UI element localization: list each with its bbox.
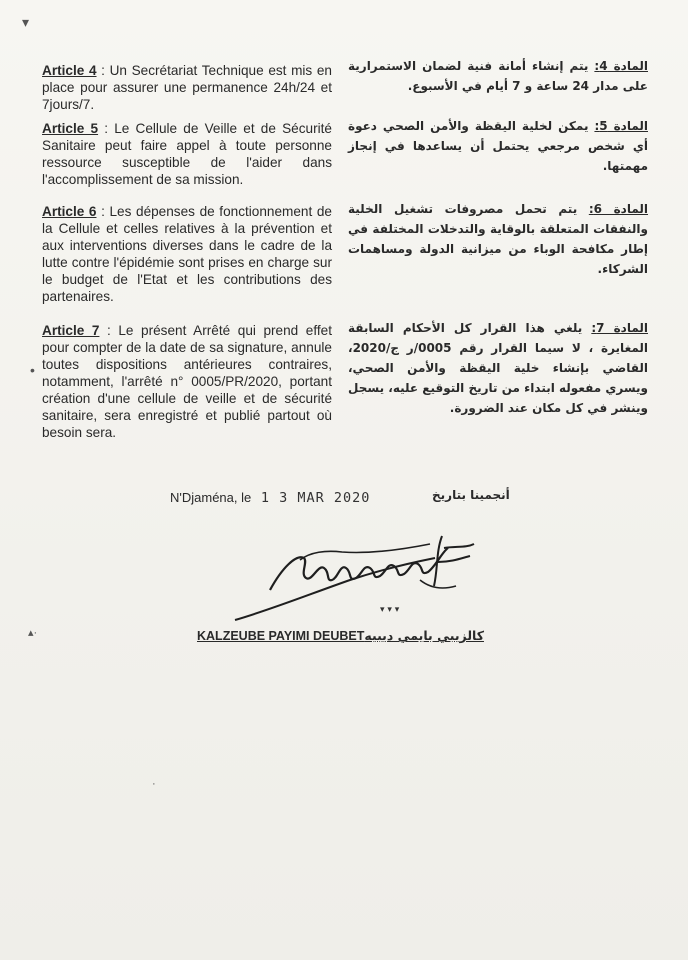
article-4-ar-text: يتم إنشاء أمانة فنية لضمان الاستمرارية على مدار 24 ساعة و 7 أيام في الأسبوع. — [348, 59, 648, 93]
article-6-ar — [348, 199, 648, 279]
article-5-ar-text: يمكن لخلية اليقظة والأمن الصحي دعوة أي شخص مرجعي يحتمل أن يساعدها في إنجاز مهمتها. — [348, 119, 648, 173]
article-7-text: : Le présent Arrêté qui prend effet pour compter de la date de sa signature, annule toutes dispositions antérieures contraires, notamment, l'arrêté n° 0005/PR/2020, portant création d'une cellule de veille et de sécurité sanitaire, sera enregistré et publié partout où besoin sera. — [42, 323, 332, 440]
article-4-ar-label: المادة 4: — [594, 59, 648, 73]
signature-graphic — [230, 528, 480, 628]
article-5-label: Article 5 — [42, 121, 99, 136]
margin-dot: • — [30, 362, 35, 378]
article-5-text: : Le Cellule de Veille et de Sécurité Sanitaire peut faire appel à toute personne ressource susceptible de l'aider dans l'accomplissement de sa mission. — [42, 121, 332, 187]
article-6-text: : Les dépenses de fonctionnement de la Cellule et celles relatives à la prévention et aux interventions diverses dans le cadre de la lutte contre l'épidémie sont prises en charge sur le budget de l'Etat et les contributions des partenaires. — [42, 204, 332, 304]
article-4-ar — [348, 56, 648, 96]
signatory-name — [197, 628, 484, 643]
article-4-label: Article 4 — [42, 63, 97, 78]
margin-mark: ▾ — [22, 14, 30, 30]
article-7-ar — [348, 318, 648, 418]
signatory-name-fr: KALZEUBE PAYIMI DEUBET — [197, 629, 365, 643]
date-ar: أنجمينا بتاريخ — [432, 488, 510, 502]
signatory-name-ar: كالزيبي بايمي ديبيه — [364, 628, 484, 643]
article-7-fr — [42, 322, 332, 441]
article-7-label: Article 7 — [42, 323, 100, 338]
date-place: N'Djaména, le — [170, 490, 252, 505]
article-5-ar-label: المادة 5: — [594, 119, 648, 133]
article-7-ar-text: يلغي هذا القرار كل الأحكام السابقة المغايرة ، لا سيما القرار رقم 0005/ر ج/2020، القاضي بإنشاء خلية اليقظة والأمن الصحي، ويسري مفعوله ابتداء من تاريخ التوقيع عليه، يسجل وينشر في كل مكان عند الضرورة. — [348, 321, 649, 415]
article-6-fr — [42, 203, 332, 305]
article-6-label: Article 6 — [42, 204, 97, 219]
article-5-ar — [348, 116, 648, 176]
svg-text:▾ ▾ ▾: ▾ ▾ ▾ — [380, 605, 400, 615]
date-line — [170, 490, 370, 506]
article-4-fr — [42, 62, 332, 113]
article-4-text: : Un Secrétariat Technique est mis en place pour assurer une permanence 24h/24 et 7jours/7. — [42, 63, 332, 112]
article-7-ar-label: المادة 7: — [591, 321, 648, 335]
margin-mark-3: · — [152, 778, 156, 790]
date-stamp: 1 3 MAR 2020 — [260, 490, 371, 506]
article-5-fr — [42, 120, 332, 188]
article-6-ar-text: يتم تحمل مصروفات تشغيل الخلية والنفقات المتعلقة بالوقاية والتدخلات المختلفة في إطار مكافحة الوباء من ميزانية الدولة ومساهمات الشركاء. — [348, 202, 648, 276]
margin-mark-2: ▴· — [28, 627, 38, 639]
article-6-ar-label: المادة 6: — [588, 202, 649, 216]
